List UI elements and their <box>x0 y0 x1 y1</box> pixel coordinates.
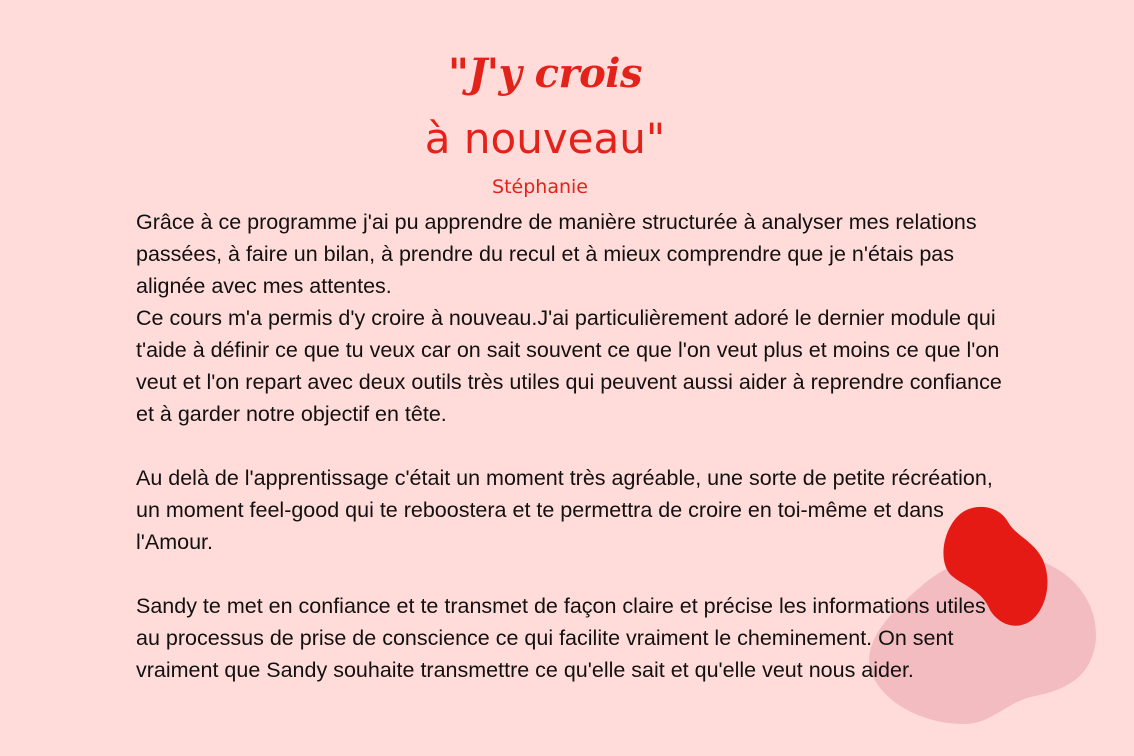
paragraph-spacer <box>136 430 1006 462</box>
author-name: Stéphanie <box>492 176 588 198</box>
testimonial-paragraph: Sandy te met en confiance et te transmet de façon claire et précise les informations utiles au processus de prise de conscience ce qui facilite vraiment le cheminement. On sent vraiment que Sandy souhaite transmettre ce qu'elle sait et qu'elle veut nous aider. <box>136 594 992 682</box>
testimonial-title-line2: à nouveau" <box>424 114 666 163</box>
testimonial-body <box>136 206 1006 686</box>
testimonial-title-line1: "J'y crois <box>447 50 642 97</box>
testimonial-paragraph: Ce cours m'a permis d'y croire à nouveau.J'ai particulièrement adoré le dernier module qui t'aide à définir ce que tu veux car on sait souvent ce que l'on veut plus et moins ce que l'on veut et l'on repart avec deux outils très utiles qui peuvent aussi aider à reprendre confiance et à garder notre objectif en tête. <box>136 306 1008 426</box>
testimonial-paragraph: Grâce à ce programme j'ai pu apprendre de manière structurée à analyser mes relations passées, à faire un bilan, à prendre du recul et à mieux comprendre que je n'étais pas alignée avec mes attentes. <box>136 210 983 298</box>
testimonial-paragraph: Au delà de l'apprentissage c'était un moment très agréable, une sorte de petite récréation, un moment feel-good qui te reboostera et te permettra de croire en toi-même et dans l'Amour. <box>136 466 999 554</box>
paragraph-spacer <box>136 558 1006 590</box>
